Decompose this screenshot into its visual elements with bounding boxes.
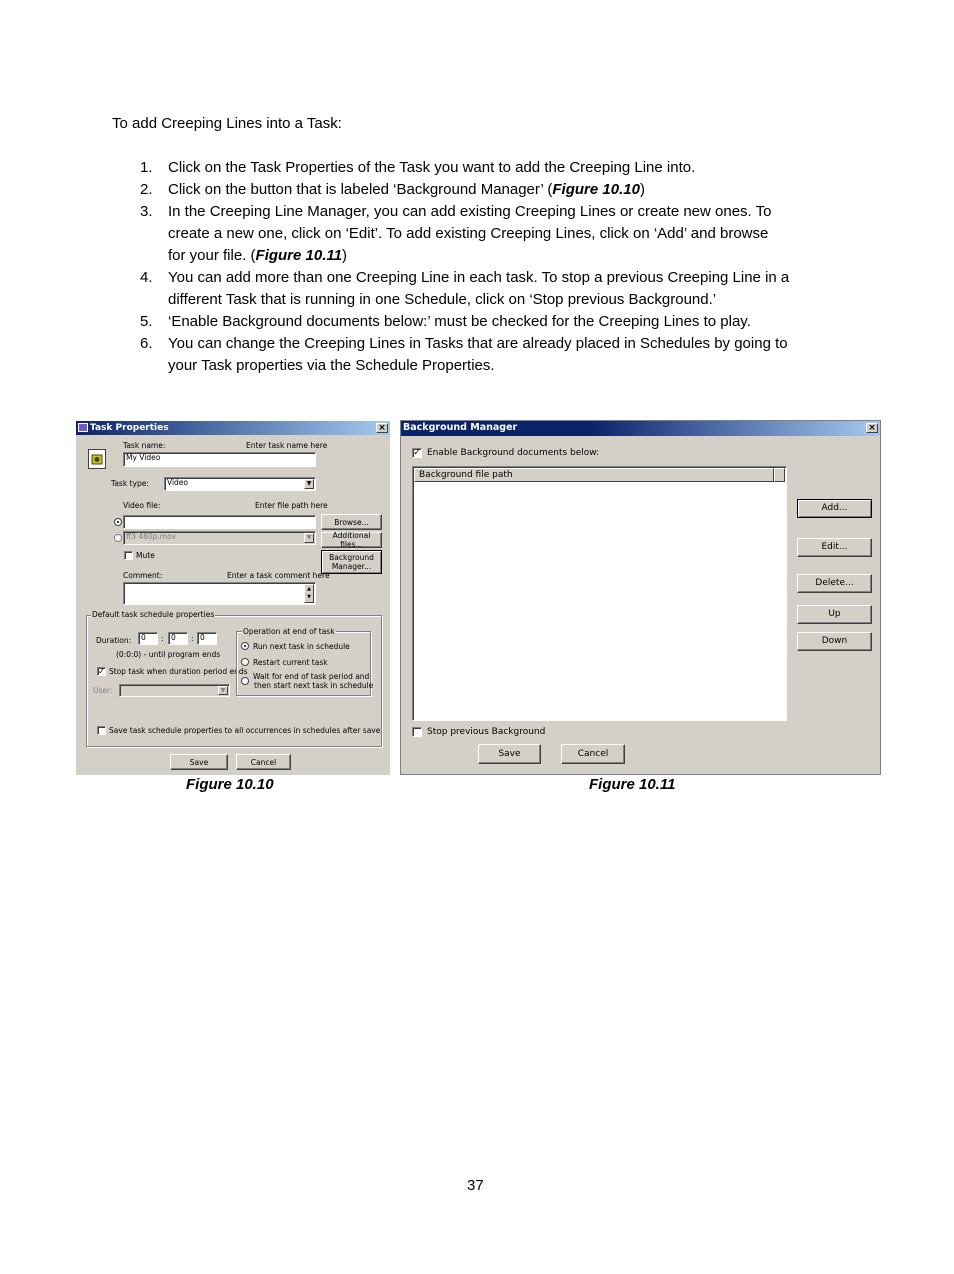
task-type-select[interactable]: [164, 477, 316, 491]
step-text-end: ): [341, 247, 347, 264]
step-text: your Task properties via the Schedule Properties.: [168, 357, 495, 374]
edit-button[interactable]: Edit...: [797, 538, 872, 557]
up-button[interactable]: Up: [797, 605, 872, 624]
down-button[interactable]: Down: [797, 632, 872, 651]
chevron-down-icon[interactable]: ▼: [304, 533, 314, 543]
run-next-radio[interactable]: [241, 642, 249, 650]
dialog-title: Background Manager: [403, 422, 518, 433]
background-manager-button[interactable]: [321, 550, 382, 574]
background-manager-label: Background: [329, 553, 374, 562]
comment-label: Comment:: [123, 571, 163, 580]
step-text: You can change the Creeping Lines in Tasks that are already placed in Schedules by going to: [168, 335, 788, 352]
time-separator: :: [191, 634, 194, 643]
schedule-properties-title: Default task schedule properties: [92, 610, 215, 619]
task-properties-dialog: [76, 421, 390, 775]
wait-label: then start next task in schedule: [254, 681, 374, 690]
save-button[interactable]: Save: [478, 744, 541, 764]
operation-title: Operation at end of task: [243, 627, 335, 636]
video-file-hint: Enter file path here: [255, 501, 328, 510]
delete-button[interactable]: Delete...: [797, 574, 872, 593]
alt-file-value: ff3 480p.mov: [126, 532, 177, 541]
column-header-label: Background file path: [419, 470, 513, 480]
alt-file-select[interactable]: [123, 531, 316, 545]
video-file-radio[interactable]: [114, 518, 122, 526]
save-all-label: Save task schedule properties to all occurrences in schedules after save: [109, 726, 381, 735]
step-1: [112, 157, 852, 179]
step-text: different Task that is running in one Schedule, click on ‘Stop previous Background.’: [168, 291, 717, 308]
save-all-checkbox[interactable]: [97, 726, 106, 735]
chevron-down-icon[interactable]: ▼: [304, 479, 314, 489]
task-name-hint: Enter task name here: [246, 441, 328, 450]
wait-radio[interactable]: [241, 677, 249, 685]
duration-hours-input[interactable]: 0: [138, 632, 158, 645]
step-5: [112, 311, 852, 333]
background-manager-dialog: [400, 420, 881, 775]
step-number: 6.: [140, 335, 153, 352]
figure-reference: Figure 10.11: [255, 247, 342, 264]
background-file-list[interactable]: [412, 466, 787, 721]
stop-previous-checkbox[interactable]: [412, 727, 422, 737]
video-file-input[interactable]: [123, 515, 316, 529]
step-2: [112, 179, 852, 201]
duration-seconds-input[interactable]: 0: [197, 632, 217, 645]
step-number: 4.: [140, 269, 153, 286]
restart-label: Restart current task: [253, 658, 328, 667]
scrollbar[interactable]: ▲ ▼: [304, 584, 314, 603]
task-type-label: Task type:: [111, 479, 149, 488]
figure-caption: Figure 10.11: [589, 776, 676, 793]
cancel-button[interactable]: Cancel: [561, 744, 625, 764]
enable-background-label: Enable Background documents below:: [427, 448, 600, 458]
restart-radio[interactable]: [241, 658, 249, 666]
comment-textarea[interactable]: [123, 582, 316, 605]
duration-label: Duration:: [96, 636, 132, 645]
enable-background-checkbox[interactable]: ✓: [413, 448, 421, 458]
step-text: create a new one, click on ‘Edit’. To add existing Creeping Lines, click on ‘Add’ and browse: [168, 225, 769, 242]
intro-text: To add Creeping Lines into a Task:: [112, 115, 342, 132]
column-header-filler: [774, 468, 785, 482]
comment-hint: Enter a task comment here: [227, 571, 330, 580]
user-label: User:: [93, 686, 113, 695]
close-button[interactable]: ×: [376, 423, 388, 433]
step-4: [112, 267, 852, 311]
run-next-label: Run next task in schedule: [253, 642, 350, 651]
duration-minutes-input[interactable]: 0: [168, 632, 188, 645]
stop-task-label: Stop task when duration period ends: [109, 667, 248, 676]
step-text: In the Creeping Line Manager, you can add existing Creeping Lines or create new ones. To: [168, 203, 772, 220]
step-text: for your file. (: [168, 247, 256, 264]
stop-previous-label: Stop previous Background: [427, 727, 546, 737]
step-text: ‘Enable Background documents below:’ must be checked for the Creeping Lines to play.: [168, 313, 751, 330]
browse-button[interactable]: Browse...: [321, 514, 382, 530]
additional-files-button[interactable]: Additional files...: [321, 532, 382, 548]
task-name-input[interactable]: My Video: [123, 452, 316, 467]
figure-reference: Figure 10.10: [552, 181, 640, 198]
video-file-label: Video file:: [123, 501, 161, 510]
step-text: Click on the button that is labeled ‘Background Manager’ (: [168, 181, 553, 198]
chevron-down-icon[interactable]: ▼: [218, 686, 228, 695]
step-6: [112, 333, 852, 377]
close-button[interactable]: ×: [866, 423, 878, 433]
save-button[interactable]: Save: [170, 754, 228, 770]
duration-note: (0:0:0) - until program ends: [116, 650, 221, 659]
step-number: 2.: [140, 181, 153, 198]
task-icon: [88, 449, 106, 469]
user-select[interactable]: [119, 684, 230, 697]
step-text: You can add more than one Creeping Line in each task. To stop a previous Creeping Line in a: [168, 269, 790, 286]
dialog-title: Task Properties: [90, 423, 169, 433]
step-3: [112, 201, 852, 267]
add-button[interactable]: Add...: [797, 499, 872, 518]
step-number: 1.: [140, 159, 153, 176]
alt-file-radio[interactable]: [114, 534, 122, 542]
task-name-label: Task name:: [123, 441, 166, 450]
background-manager-label: Manager...: [331, 562, 372, 571]
title-bar[interactable]: [401, 421, 880, 436]
figure-caption: Figure 10.10: [186, 776, 274, 793]
task-type-value: Video: [167, 478, 189, 487]
step-number: 5.: [140, 313, 153, 330]
stop-task-checkbox[interactable]: ✓: [98, 667, 105, 676]
title-bar[interactable]: [76, 421, 390, 435]
step-number: 3.: [140, 203, 153, 220]
film-icon: [89, 450, 105, 468]
column-header[interactable]: [414, 468, 774, 482]
app-icon: [78, 423, 88, 432]
mute-checkbox[interactable]: [124, 551, 133, 560]
wait-label: Wait for end of task period and: [253, 672, 370, 681]
step-text-end: ): [639, 181, 645, 198]
page-number: 37: [467, 1177, 484, 1194]
time-separator: :: [161, 634, 164, 643]
step-text: Click on the Task Properties of the Task you want to add the Creeping Line into.: [168, 159, 696, 176]
cancel-button[interactable]: Cancel: [236, 754, 291, 770]
steps-list: [112, 157, 852, 377]
mute-label: Mute: [136, 551, 155, 560]
